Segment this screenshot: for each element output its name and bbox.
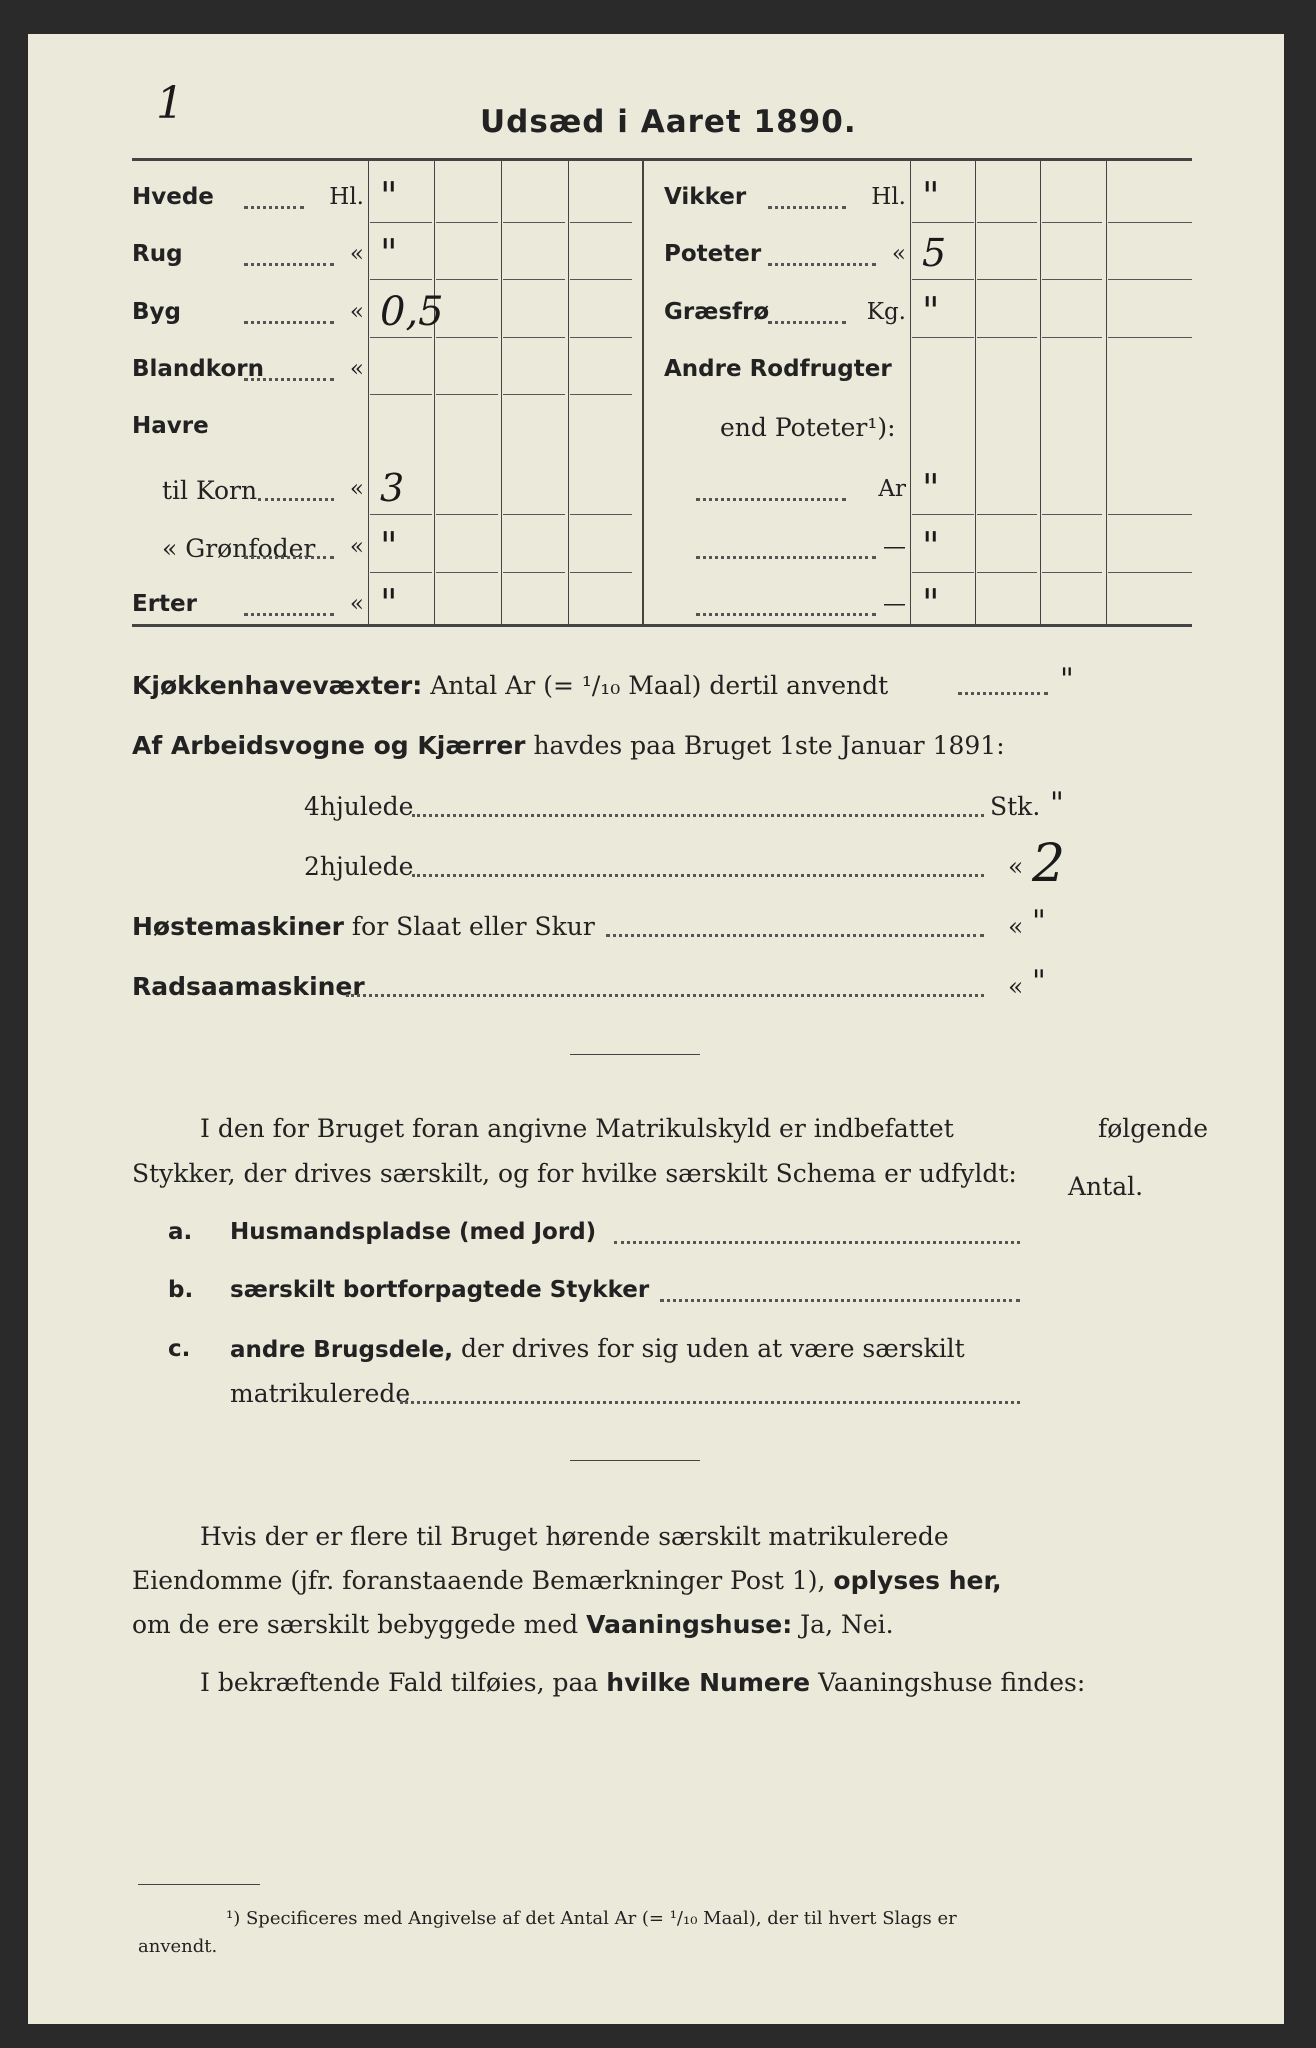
table-top-rule bbox=[132, 158, 1192, 161]
row-value: 0,5 bbox=[380, 289, 444, 335]
table-center-divider bbox=[642, 158, 644, 624]
row-label: Poteter bbox=[664, 241, 762, 267]
left-col-line bbox=[434, 158, 435, 624]
row-leader bbox=[244, 206, 304, 209]
item-a-letter: a. bbox=[168, 1219, 193, 1245]
left-col-line bbox=[501, 158, 502, 624]
matrikul-intro1: I den for Bruget foran angivne Matrikulskyld er indbefattet bbox=[200, 1114, 954, 1143]
row-label: Erter bbox=[132, 591, 197, 617]
cell-rule bbox=[977, 222, 1037, 223]
row-unit: Hl. bbox=[871, 184, 906, 210]
value-cell-rule bbox=[370, 572, 432, 573]
table-bottom-rule bbox=[132, 624, 1192, 627]
kjokken-line bbox=[132, 671, 888, 700]
cell-rule bbox=[503, 394, 565, 395]
form-page bbox=[28, 34, 1284, 2024]
row-label: Rug bbox=[132, 241, 183, 267]
hoste-text: for Slaat eller Skur bbox=[351, 912, 595, 941]
row-leader bbox=[258, 498, 334, 501]
cell-rule bbox=[570, 514, 632, 515]
value-cell-rule bbox=[912, 337, 974, 338]
cell-rule bbox=[1042, 514, 1102, 515]
row-label: Andre Rodfrugter bbox=[664, 356, 892, 382]
kjokken-text: Antal Ar (= ¹/₁₀ Maal) dertil anvendt bbox=[430, 671, 889, 700]
cell-rule bbox=[977, 514, 1037, 515]
left-col-line bbox=[568, 158, 569, 624]
hjulede4-label: 4hjulede bbox=[304, 792, 414, 821]
cell-rule bbox=[503, 572, 565, 573]
row-unit: « bbox=[349, 299, 364, 325]
row-unit: « bbox=[349, 534, 364, 560]
right-col-line bbox=[1040, 158, 1041, 624]
kjokken-label: Kjøkkenhavevæxter: bbox=[132, 671, 423, 700]
row-value: " bbox=[922, 174, 940, 218]
row-unit: « bbox=[349, 241, 364, 267]
row-leader bbox=[696, 613, 876, 616]
footnote-rule bbox=[138, 1884, 260, 1885]
row-leader bbox=[696, 556, 876, 559]
hoste-leader bbox=[606, 934, 984, 937]
right-col-line bbox=[1106, 158, 1107, 624]
row-label: Hvede bbox=[132, 184, 214, 210]
hvis-line2 bbox=[132, 1566, 1002, 1595]
cell-rule bbox=[570, 222, 632, 223]
hvis-line3a: om de ere særskilt bebyggede med bbox=[132, 1610, 579, 1639]
item-c-line bbox=[230, 1334, 965, 1363]
cell-rule bbox=[1042, 279, 1102, 280]
antal-header: Antal. bbox=[1068, 1172, 1144, 1201]
value-cell-rule bbox=[912, 514, 974, 515]
hvis-line4c: Vaaningshuse findes: bbox=[818, 1668, 1086, 1697]
hvis-line3 bbox=[132, 1610, 894, 1639]
row-leader bbox=[244, 378, 334, 381]
row-label: end Poteter¹): bbox=[720, 413, 896, 442]
value-cell-rule bbox=[912, 222, 974, 223]
hvis-line3c: Ja, Nei. bbox=[800, 1610, 894, 1639]
cell-rule bbox=[977, 279, 1037, 280]
cell-rule bbox=[977, 337, 1037, 338]
item-c-leader bbox=[400, 1401, 1020, 1404]
row-label: Vikker bbox=[664, 184, 747, 210]
cell-rule bbox=[436, 514, 498, 515]
value-cell-rule bbox=[370, 394, 432, 395]
hvis-line4a: I bekræftende Fald tilføies, paa bbox=[200, 1668, 599, 1697]
row-unit: « bbox=[349, 591, 364, 617]
radsaa-leader bbox=[346, 994, 984, 997]
row-value: " bbox=[380, 581, 398, 625]
item-c-text2: matrikulerede bbox=[230, 1379, 411, 1408]
radsaa-unit: « bbox=[1008, 972, 1024, 1001]
right-col-line bbox=[910, 158, 911, 624]
cell-rule bbox=[436, 572, 498, 573]
footnote-line1: ¹) Specificeres med Angivelse af det Antal Ar (= ¹/₁₀ Maal), der til hvert Slags er bbox=[226, 1908, 957, 1929]
item-a-leader bbox=[614, 1241, 1020, 1244]
row-leader bbox=[244, 613, 334, 616]
item-c-letter: c. bbox=[168, 1336, 191, 1362]
footnote-line2: anvendt. bbox=[138, 1936, 218, 1957]
hjulede4-value: " bbox=[1050, 786, 1064, 821]
divider-short bbox=[570, 1054, 700, 1055]
item-c-bold: andre Brugsdele, bbox=[230, 1337, 453, 1363]
hoste-line bbox=[132, 912, 595, 941]
row-label: til Korn bbox=[162, 476, 258, 505]
hjulede2-value: 2 bbox=[1032, 834, 1066, 894]
radsaa-value: " bbox=[1032, 964, 1046, 999]
row-leader bbox=[244, 321, 334, 324]
row-unit: Hl. bbox=[329, 184, 364, 210]
kjokken-value: " bbox=[1060, 662, 1074, 697]
row-unit: — bbox=[883, 591, 906, 617]
row-leader bbox=[768, 206, 846, 209]
cell-rule bbox=[1042, 337, 1102, 338]
hvis-line4b: hvilke Numere bbox=[606, 1668, 811, 1697]
row-leader bbox=[768, 321, 846, 324]
value-cell-rule bbox=[370, 279, 432, 280]
hvis-line3b: Vaaningshuse: bbox=[586, 1610, 793, 1639]
hvis-line1: Hvis der er flere til Bruget hørende særskilt matrikulerede bbox=[200, 1522, 949, 1551]
item-b-letter: b. bbox=[168, 1277, 194, 1303]
row-value: " bbox=[922, 524, 940, 568]
row-label: Blandkorn bbox=[132, 356, 264, 382]
cell-rule bbox=[1108, 222, 1192, 223]
page-mark: 1 bbox=[156, 78, 184, 129]
row-unit: Ar bbox=[878, 476, 906, 502]
arbeidsvogne-text: havdes paa Bruget 1ste Januar 1891: bbox=[533, 731, 1005, 760]
value-cell-rule bbox=[912, 572, 974, 573]
row-value: " bbox=[380, 231, 398, 275]
hvis-line4 bbox=[200, 1668, 1085, 1697]
cell-rule bbox=[977, 572, 1037, 573]
hoste-unit: « bbox=[1008, 912, 1024, 941]
cell-rule bbox=[436, 279, 498, 280]
row-unit: « bbox=[349, 356, 364, 382]
row-leader bbox=[696, 498, 846, 501]
hoste-value: " bbox=[1032, 904, 1046, 939]
row-unit: — bbox=[883, 534, 906, 560]
cell-rule bbox=[503, 337, 565, 338]
cell-rule bbox=[503, 514, 565, 515]
hjulede4-unit: Stk. bbox=[990, 792, 1041, 821]
right-col-line bbox=[975, 158, 976, 624]
value-cell-rule bbox=[912, 279, 974, 280]
divider-short-2 bbox=[570, 1460, 700, 1461]
cell-rule bbox=[1108, 572, 1192, 573]
hvis-line2b: oplyses her, bbox=[833, 1566, 1002, 1595]
cell-rule bbox=[503, 279, 565, 280]
row-label: Havre bbox=[132, 413, 209, 439]
cell-rule bbox=[436, 337, 498, 338]
row-value: 3 bbox=[380, 466, 405, 510]
item-b-leader bbox=[660, 1299, 1020, 1302]
hjulede2-label: 2hjulede bbox=[304, 852, 414, 881]
row-label: « Grønfoder bbox=[162, 534, 316, 563]
cell-rule bbox=[1042, 572, 1102, 573]
hjulede2-unit: « bbox=[1008, 852, 1024, 881]
item-b-text: særskilt bortforpagtede Stykker bbox=[230, 1277, 650, 1303]
row-value: " bbox=[922, 466, 940, 510]
cell-rule bbox=[570, 279, 632, 280]
cell-rule bbox=[436, 394, 498, 395]
arbeidsvogne-line bbox=[132, 731, 1005, 760]
hjulede2-leader bbox=[412, 874, 984, 877]
value-cell-rule bbox=[370, 222, 432, 223]
value-cell-rule bbox=[370, 514, 432, 515]
row-value: " bbox=[380, 174, 398, 218]
row-value: " bbox=[380, 524, 398, 568]
row-unit: « bbox=[891, 241, 906, 267]
row-label: Græsfrø bbox=[664, 299, 770, 325]
matrikul-intro2: Stykker, der drives særskilt, og for hvilke særskilt Schema er udfyldt: bbox=[132, 1159, 1017, 1188]
hoste-label: Høstemaskiner bbox=[132, 912, 344, 941]
row-label: Byg bbox=[132, 299, 181, 325]
row-leader bbox=[244, 263, 334, 266]
radsaa-label: Radsaamaskiner bbox=[132, 972, 365, 1001]
value-cell-rule bbox=[370, 337, 432, 338]
arbeidsvogne-label: Af Arbeidsvogne og Kjærrer bbox=[132, 731, 526, 760]
matrikul-intro1-right: følgende bbox=[1098, 1114, 1208, 1143]
cell-rule bbox=[503, 222, 565, 223]
row-value: 5 bbox=[922, 231, 947, 275]
left-col-line bbox=[368, 158, 369, 624]
item-a-text: Husmandspladse (med Jord) bbox=[230, 1219, 597, 1245]
item-c-text: der drives for sig uden at være særskilt bbox=[460, 1334, 965, 1363]
cell-rule bbox=[1108, 337, 1192, 338]
cell-rule bbox=[1042, 222, 1102, 223]
row-unit: Kg. bbox=[866, 299, 906, 325]
cell-rule bbox=[436, 222, 498, 223]
row-value: " bbox=[922, 581, 940, 625]
hjulede4-leader bbox=[412, 814, 984, 817]
row-leader bbox=[768, 263, 876, 266]
cell-rule bbox=[1108, 279, 1192, 280]
kjokken-leader bbox=[958, 692, 1048, 695]
cell-rule bbox=[570, 394, 632, 395]
cell-rule bbox=[1108, 514, 1192, 515]
row-value: " bbox=[922, 289, 940, 333]
hvis-line2a: Eiendomme (jfr. foranstaaende Bemærkninger Post 1), bbox=[132, 1566, 826, 1595]
cell-rule bbox=[570, 572, 632, 573]
row-leader bbox=[244, 556, 334, 559]
cell-rule bbox=[570, 337, 632, 338]
page-title: Udsæd i Aaret 1890. bbox=[480, 104, 857, 140]
row-unit: « bbox=[349, 476, 364, 502]
